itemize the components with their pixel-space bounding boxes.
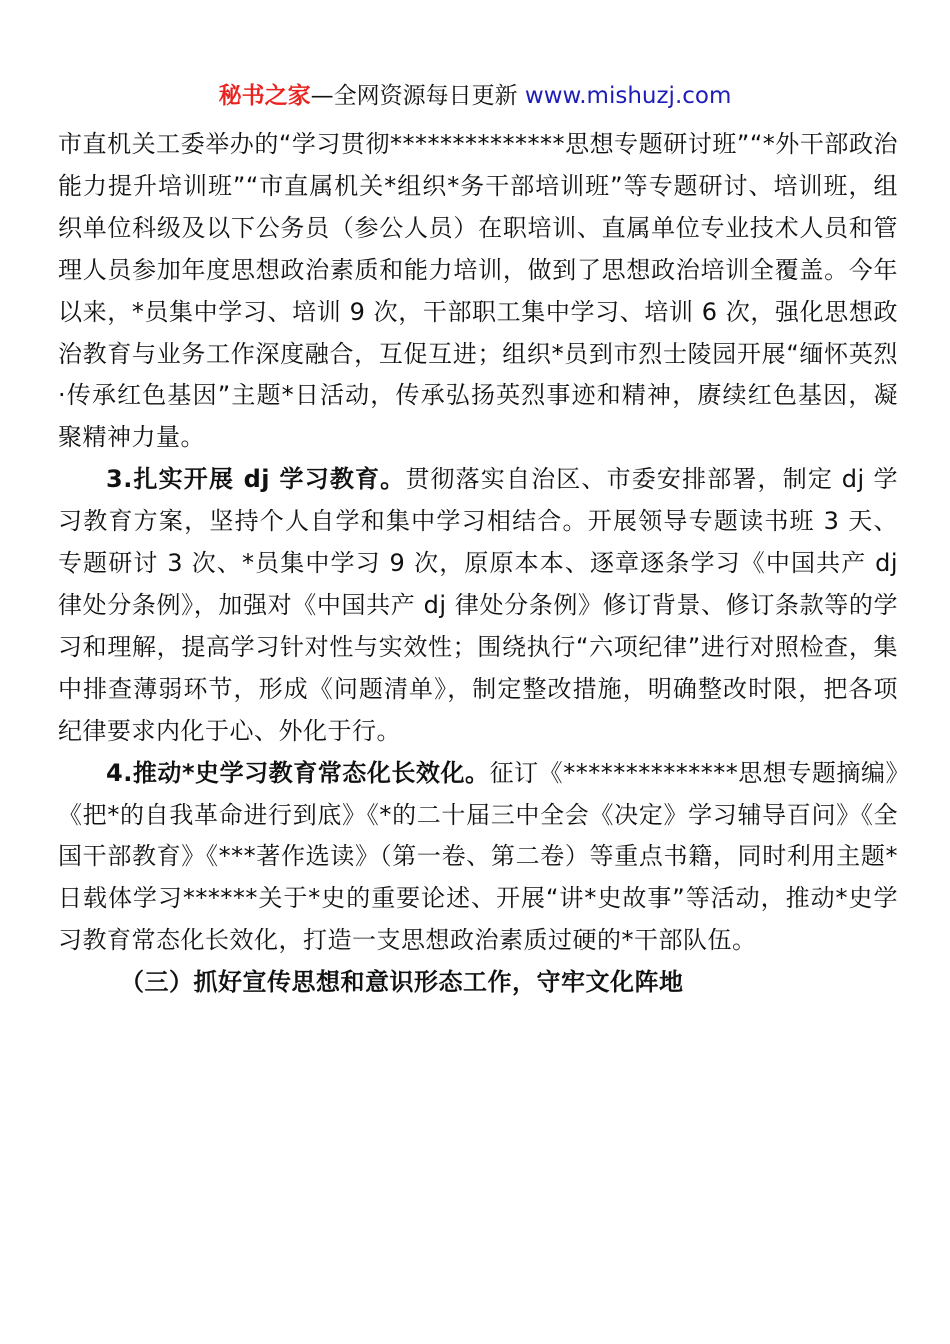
paragraph-text: 贯彻落实自治区、市委安排部署，制定 dj 学习教育方案，坚持个人自学和集中学习相结合。开展领导专题读书班 3 天、专题研讨 3 次、*员集中学习 9 次，原原本本、逐章逐条学习《中国共产 dj 律处分条例》，加强对《中国共产 dj 律处分条例》修订背景、修订条款等的学习和理解，提高学习针对性与实效性；围绕执行“六项纪律”进行对照检查，集中排查薄弱环节，形成《问题清单》，制定整改措施，明确整改时限，把各项纪律要求内化于心、外化于行。 xyxy=(58,465,898,745)
section-heading: （三）抓好宣传思想和意识形态工作，守牢文化阵地 xyxy=(120,968,684,997)
paragraph-discipline-education xyxy=(58,459,898,752)
paragraph-text: 市直机关工委举办的“学习贯彻**************思想专题研讨班”“*外干部政治能力提升培训班”“市直属机关*组织*务干部培训班”等专题研讨、培训班，组织单位科级及以下公务员（参公人员）在职培训、直属单位专业技术人员和管理人员参加年度思想政治素质和能力培训，做到了思想政治培训全覆盖。今年以来，*员集中学习、培训 9 次，干部职工集中学习、培训 6 次，强化思想政治教育与业务工作深度融合，互促互进；组织*员到市烈士陵园开展“缅怀英烈·传承红色基因”主题*日活动，传承弘扬英烈事迹和精神，赓续红色基因，凝聚精神力量。 xyxy=(58,130,898,452)
paragraph-lead: 3.扎实开展 dj 学习教育。 xyxy=(106,465,406,494)
paragraph-lead: 4.推动*史学习教育常态化长效化。 xyxy=(106,758,490,787)
header-tagline: —全网资源每日更新 xyxy=(310,83,525,109)
paragraph-text: 征订《**************思想专题摘编》《把*的自我革命进行到底》《*的二十届三中全会《决定》学习辅导百问》《全国干部教育》《***著作选读》（第一卷、第二卷）等重点书籍，同时利用主题*日载体学习******关于*史的重要论述、开展“讲*史故事”等活动，推动*史学习教育常态化长效化，打造一支思想政治素质过硬的*干部队伍。 xyxy=(58,758,898,955)
website-link[interactable]: www.mishuzj.com xyxy=(524,83,732,109)
paragraph-training xyxy=(58,124,898,459)
document-body xyxy=(58,124,898,1004)
page-header xyxy=(0,80,950,112)
paragraph-history-education xyxy=(58,753,898,963)
brand-name: 秘书之家 xyxy=(218,83,311,109)
